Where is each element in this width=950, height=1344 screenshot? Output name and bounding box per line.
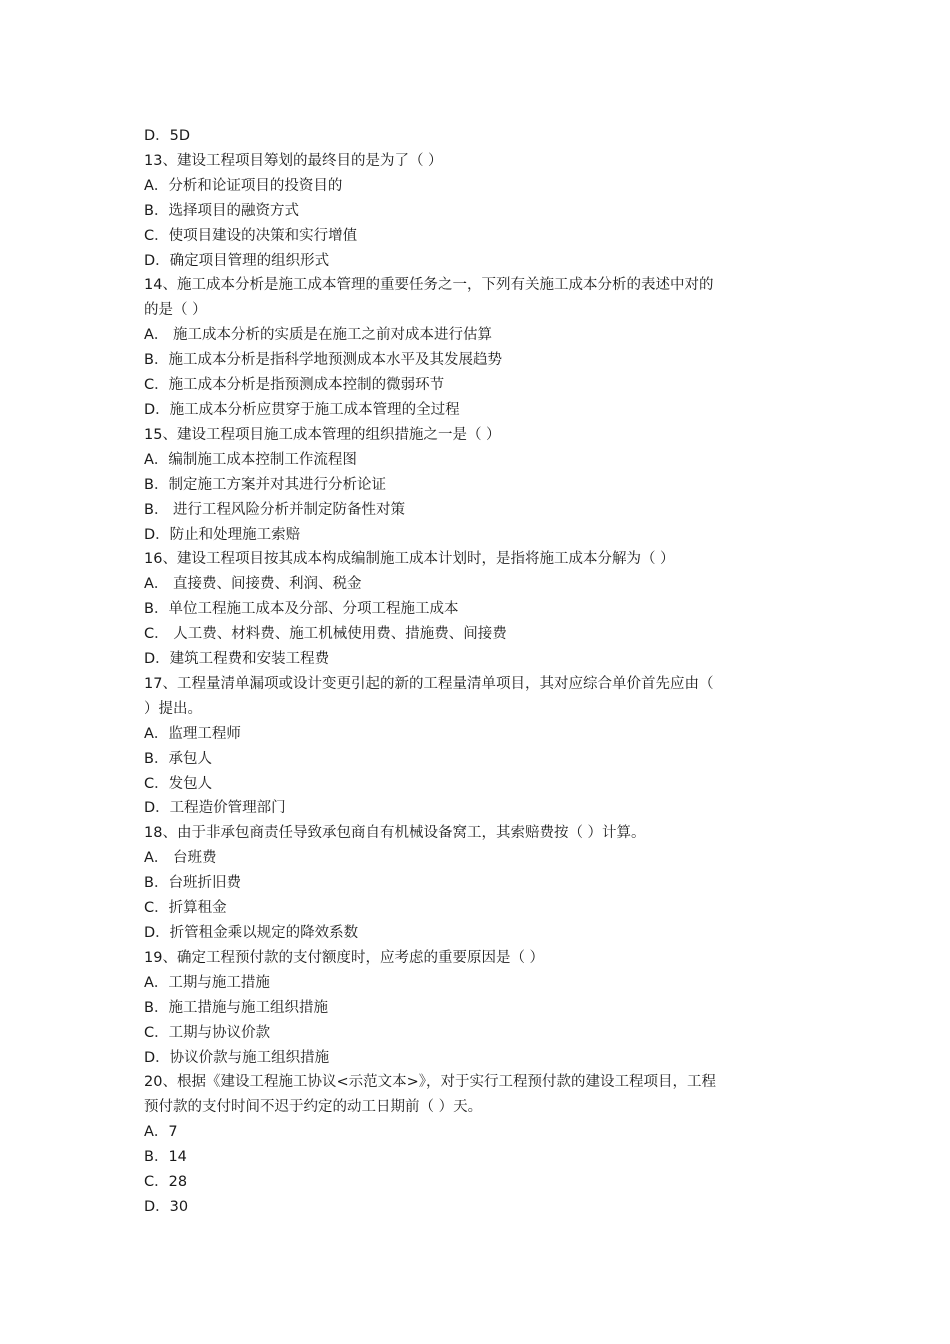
answer-option: B．单位工程施工成本及分部、分项工程施工成本 (144, 601, 459, 618)
answer-option: A．监理工程师 (144, 725, 241, 742)
answer-option: C． 人工费、材料费、施工机械使用费、措施费、间接费 (144, 626, 507, 643)
answer-option: C．折算租金 (144, 900, 227, 917)
answer-option: A．7 (144, 1124, 178, 1141)
answer-option: D．工程造价管理部门 (144, 800, 286, 817)
answer-option: B．承包人 (144, 750, 212, 767)
answer-option: D．确定项目管理的组织形式 (144, 252, 330, 269)
answer-option: D．5D (144, 128, 191, 144)
answer-option: B．选择项目的融资方式 (144, 202, 299, 219)
question-stem: 19、确定工程预付款的支付额度时，应考虑的重要原因是（ ） (144, 949, 545, 966)
question-text-block (144, 124, 814, 1220)
answer-option: C．工期与协议价款 (144, 1024, 271, 1041)
answer-option: B．施工措施与施工组织措施 (144, 999, 328, 1016)
answer-option: D．30 (144, 1198, 189, 1215)
answer-option: A． 直接费、间接费、利润、税金 (144, 576, 362, 593)
answer-option: D．建筑工程费和安装工程费 (144, 651, 330, 668)
answer-option: B． 进行工程风险分析并制定防备性对策 (144, 501, 406, 518)
question-stem: 15、建设工程项目施工成本管理的组织措施之一是（ ） (144, 426, 501, 443)
answer-option: C．施工成本分析是指预测成本控制的微弱环节 (144, 377, 445, 394)
answer-option: C．28 (144, 1174, 188, 1191)
question-stem: 18、由于非承包商责任导致承包商自有机械设备窝工，其索赔费按（ ）计算。 (144, 825, 646, 842)
question-stem: 20、根据《建设工程施工协议<示范文本>》，对于实行工程预付款的建设工程项目，工程 (144, 1074, 716, 1091)
answer-option: B．14 (144, 1149, 187, 1166)
answer-option: D．折管租金乘以规定的降效系数 (144, 925, 359, 941)
text-line: 的是（ ） (144, 302, 207, 319)
answer-option: C．发包人 (144, 775, 213, 792)
answer-option: A．编制施工成本控制工作流程图 (144, 451, 357, 468)
answer-option: D．协议价款与施工组织措施 (144, 1049, 330, 1066)
answer-option: A．分析和论证项目的投资目的 (144, 177, 343, 194)
question-stem: 13、建设工程项目筹划的最终目的是为了（ ） (144, 152, 443, 169)
answer-option: B．制定施工方案并对其进行分析论证 (144, 476, 386, 493)
answer-option: C．使项目建设的决策和实行增值 (144, 227, 358, 244)
text-line: 预付款的支付时间不迟于约定的动工日期前（ ）天。 (144, 1099, 483, 1116)
answer-option: D．施工成本分析应贯穿于施工成本管理的全过程 (144, 401, 460, 418)
answer-option: A．工期与施工措施 (144, 974, 270, 991)
answer-option: A． 施工成本分析的实质是在施工之前对成本进行估算 (144, 327, 493, 344)
text-line: ）提出。 (144, 700, 202, 717)
question-stem: 14、施工成本分析是施工成本管理的重要任务之一，下列有关施工成本分析的表述中对的 (144, 277, 714, 294)
question-stem: 17、工程量清单漏项或设计变更引起的新的工程量清单项目，其对应综合单价首先应由（ (144, 675, 714, 692)
answer-option: B．施工成本分析是指科学地预测成本水平及其发展趋势 (144, 352, 502, 369)
question-stem: 16、建设工程项目按其成本构成编制施工成本计划时，是指将施工成本分解为（ ） (144, 551, 675, 568)
answer-option: D．防止和处理施工索赔 (144, 526, 301, 543)
answer-option: B．台班折旧费 (144, 875, 241, 892)
answer-option: A． 台班费 (144, 850, 217, 867)
